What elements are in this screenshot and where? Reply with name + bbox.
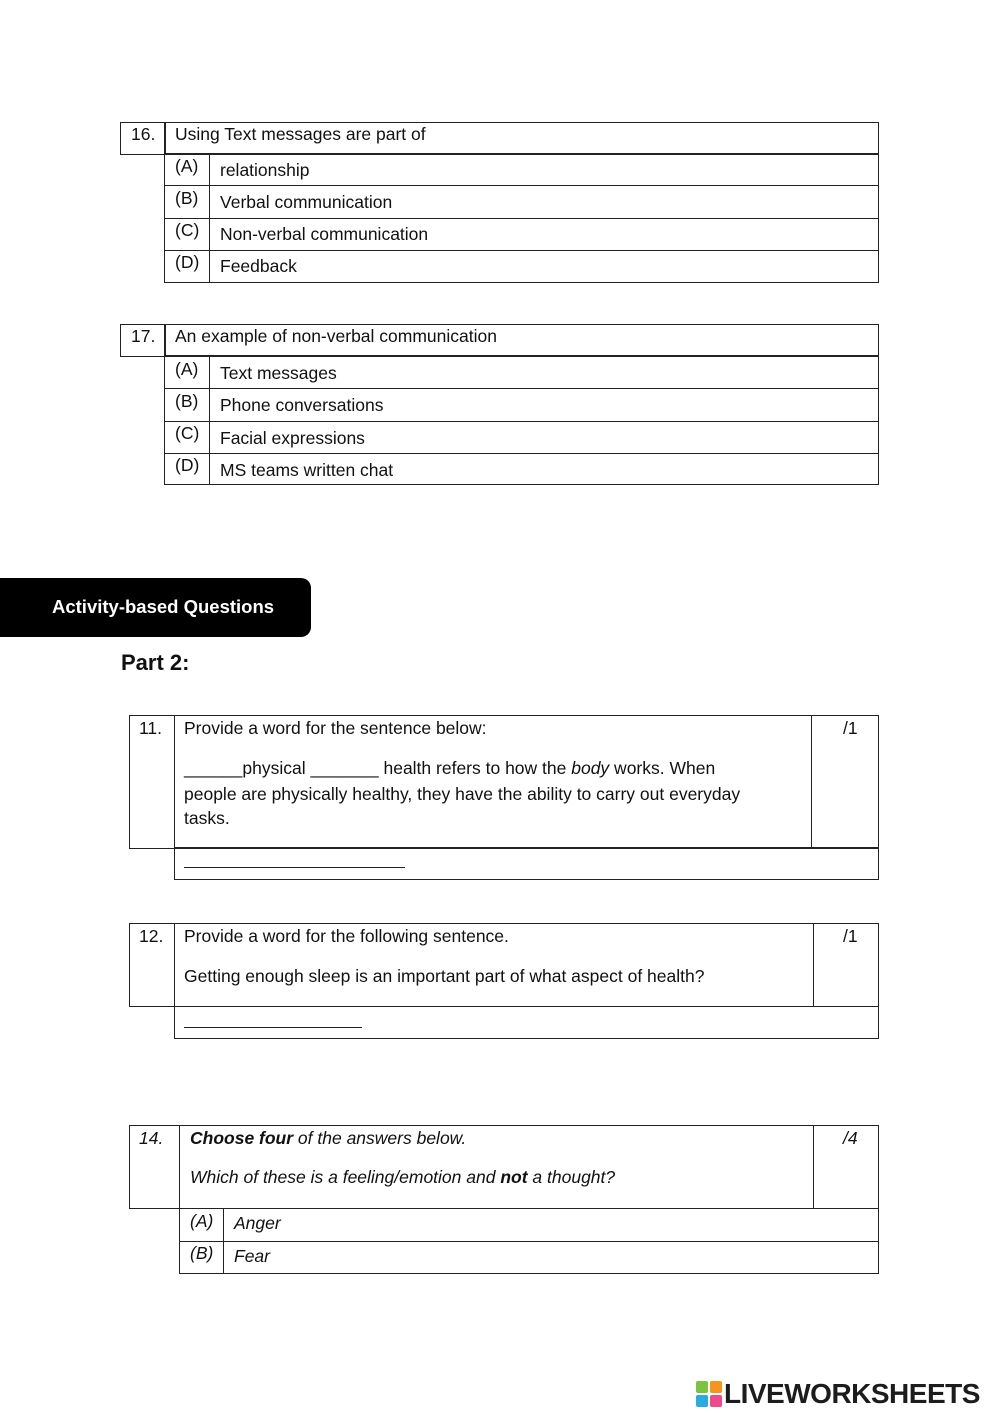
q14-instruction-rest: of the answers below.	[293, 1128, 467, 1148]
q11-sentence-line3: tasks.	[184, 808, 230, 828]
q12-marks: /1	[843, 926, 858, 946]
q14-number-divider	[179, 1125, 180, 1209]
q11-marks-divider	[811, 715, 812, 849]
q14-marks: /4	[843, 1128, 858, 1148]
q17-option-text: MS teams written chat	[220, 460, 394, 480]
q12-question: Getting enough sleep is an important part of what aspect of health?	[184, 966, 705, 986]
liveworksheets-logo-icon	[696, 1381, 722, 1407]
q16-row-line	[164, 185, 879, 186]
q17-option-letter: (C)	[175, 423, 200, 443]
q11-marks: /1	[843, 718, 858, 738]
q17-row-line	[164, 421, 879, 422]
q16-option-letter: (A)	[175, 156, 199, 176]
q12-number-divider	[174, 923, 175, 1007]
q11-answer-line	[184, 867, 405, 868]
q17-option-divider	[209, 355, 210, 485]
q11-sentence-post: works. When	[609, 758, 716, 778]
logo-square-orange	[710, 1381, 722, 1393]
q11-number-divider	[174, 715, 175, 849]
q17-option-letter: (D)	[175, 455, 200, 475]
q12-answer-box[interactable]	[174, 1006, 879, 1039]
q17-row-line	[164, 453, 879, 454]
q16-row-line	[164, 218, 879, 219]
q11-sentence-pre: ______physical _______ health refers to how the	[184, 758, 572, 778]
logo-square-pink	[710, 1395, 722, 1407]
q14-instruction-bold: Choose four	[190, 1128, 294, 1148]
q11-instruction: Provide a word for the sentence below:	[184, 718, 487, 738]
q16-option-text: Non-verbal communication	[220, 224, 429, 244]
q17-option-text: Facial expressions	[220, 428, 365, 448]
q17-option-letter: (A)	[175, 359, 199, 379]
logo-square-blue	[696, 1395, 708, 1407]
q14-option-text: Anger	[234, 1213, 281, 1233]
q17-option-letter: (B)	[175, 391, 199, 411]
q14-number: 14.	[139, 1128, 164, 1148]
q11-sentence-line1	[184, 758, 715, 778]
q14-question-pre: Which of these is a feeling/emotion and	[190, 1167, 501, 1187]
section-banner-label: Activity-based Questions	[52, 596, 275, 617]
q14-question	[190, 1167, 615, 1187]
q11-answer-box[interactable]	[174, 847, 879, 880]
q14-instruction	[190, 1128, 466, 1148]
q17-number: 17.	[131, 326, 156, 346]
q16-option-letter: (B)	[175, 188, 199, 208]
q17-option-text: Text messages	[220, 363, 337, 383]
q14-marks-divider	[813, 1125, 814, 1209]
q17-option-text: Phone conversations	[220, 395, 384, 415]
q17-row-line	[164, 388, 879, 389]
part-heading: Part 2:	[121, 650, 190, 675]
q12-number: 12.	[139, 926, 164, 946]
q14-option-letter: (B)	[190, 1243, 214, 1263]
q16-number: 16.	[131, 124, 156, 144]
q16-question: Using Text messages are part of	[175, 124, 426, 144]
q16-option-letter: (C)	[175, 220, 200, 240]
q16-row-line	[164, 250, 879, 251]
q17-question: An example of non-verbal communication	[175, 326, 497, 346]
logo-square-green	[696, 1381, 708, 1393]
q14-option-text: Fear	[234, 1246, 270, 1266]
q12-marks-divider	[813, 923, 814, 1007]
q11-sentence-italic: body	[571, 758, 610, 778]
q14-question-bold: not	[500, 1167, 528, 1187]
q14-question-post: a thought?	[527, 1167, 616, 1187]
section-banner	[0, 578, 311, 637]
q14-option-letter: (A)	[190, 1211, 214, 1231]
q16-option-text: Feedback	[220, 256, 297, 276]
q12-answer-line	[184, 1027, 362, 1028]
q14-row-line	[179, 1241, 879, 1242]
q11-number: 11.	[139, 718, 163, 738]
q16-option-letter: (D)	[175, 252, 200, 272]
q11-sentence-line2: people are physically healthy, they have the ability to carry out everyday	[184, 784, 741, 804]
q16-option-text: relationship	[220, 160, 310, 180]
liveworksheets-logo-text: LIVEWORKSHEETS	[724, 1378, 980, 1409]
q12-instruction: Provide a word for the following sentence.	[184, 926, 509, 946]
q16-option-text: Verbal communication	[220, 192, 393, 212]
